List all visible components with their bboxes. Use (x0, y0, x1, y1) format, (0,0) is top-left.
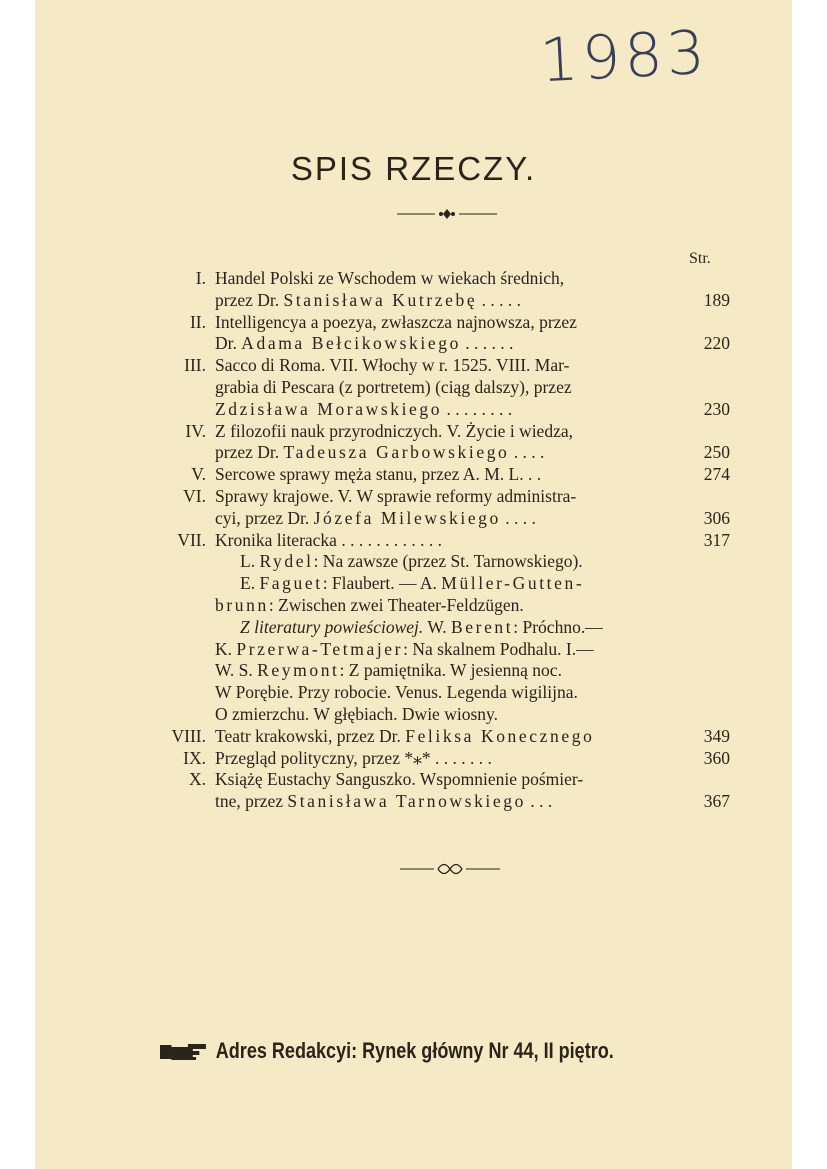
toc-line (150, 660, 730, 682)
text-run: W. S. (215, 660, 258, 681)
text-run: Dr. (215, 333, 242, 354)
toc-line (150, 399, 730, 421)
toc-entry-text (215, 377, 572, 399)
toc-entry-number: IX. (183, 747, 206, 768)
text-run: : Zwischen zwei Theater-Feldzügen. (268, 594, 524, 615)
text-run: . . . . . . (460, 333, 514, 354)
author-name: Müller-Gutten- (441, 573, 585, 594)
toc-entry-text (215, 791, 552, 813)
toc-line (150, 639, 730, 661)
page-title: SPIS RZECZY. (290, 150, 537, 187)
toc-line (150, 551, 730, 573)
toc-entry-text (215, 399, 512, 421)
text-run: przez Dr. (215, 289, 284, 310)
toc-line (150, 312, 730, 334)
text-run: W Porębie. Przy robocie. Venus. Legenda wigilijna. (215, 682, 578, 703)
text-run: Kronika literacka . . . . . . . . . . . . (215, 529, 442, 550)
toc-entry-text (215, 682, 578, 704)
toc-line (150, 595, 730, 617)
text-run: . . . . . (477, 289, 521, 310)
toc-page-number: 306 (703, 507, 730, 528)
toc-entry-number: II. (189, 311, 206, 332)
toc-line (150, 748, 730, 770)
table-of-contents (150, 268, 730, 813)
toc-line (150, 377, 730, 399)
toc-page-number: 349 (703, 725, 730, 746)
text-run: : Z pamiętnika. W jesienną noc. (339, 660, 562, 681)
toc-entry-text (215, 508, 536, 530)
toc-entry-text (215, 333, 513, 355)
author-name: Przerwa-Tetmajer (236, 638, 404, 659)
toc-entry-text (215, 660, 562, 682)
text-run: . . . . . . . . (442, 398, 513, 419)
toc-line (150, 333, 730, 355)
toc-page-number: 274 (703, 464, 730, 485)
text-run: : Na zawsze (przez St. Tarnowskiego). (313, 551, 583, 572)
author-name: Reymont (257, 660, 340, 681)
toc-entry-number: V. (191, 464, 206, 485)
toc-page-number: 220 (703, 333, 730, 354)
text-run: E. (240, 573, 260, 594)
toc-line (150, 486, 730, 508)
toc-line (150, 290, 730, 312)
toc-entry-number: X. (188, 769, 206, 790)
toc-entry-text (215, 639, 594, 661)
text-run: L. (240, 551, 260, 572)
toc-entry-number: III. (184, 355, 206, 376)
text-run: Intelligencya a poezya, zwłaszcza najnowsza, przez (215, 311, 577, 332)
author-name: Stanisława Tarnowskiego (287, 791, 526, 812)
toc-entry-text (215, 769, 583, 791)
toc-entry-text (215, 726, 594, 748)
author-name: Feliksa Konecznego (405, 725, 595, 746)
editorial-address (160, 1038, 636, 1064)
toc-line (150, 704, 730, 726)
author-name: Tadeusza Garbowskiego (283, 442, 510, 463)
toc-entry-text (215, 704, 498, 726)
text-run: : Próchno.— (513, 616, 603, 637)
author-name: Rydel (259, 551, 314, 572)
text-run: Sprawy krajowe. V. W sprawie reformy administra- (215, 485, 577, 506)
toc-page-number: 367 (703, 791, 730, 812)
text-run: : Flaubert. — A. (322, 573, 442, 594)
toc-entry-number: VII. (177, 529, 206, 550)
author-name: Faguet (259, 573, 323, 594)
text-run: cyi, przez Dr. (215, 507, 314, 528)
section-heading: Z literatury powieściowej. (240, 616, 424, 637)
toc-line (150, 726, 730, 748)
toc-entry-text (215, 530, 442, 552)
toc-entry-text (215, 748, 492, 770)
toc-line (150, 617, 730, 639)
toc-line (150, 268, 730, 290)
toc-entry-text (240, 551, 583, 573)
author-name: Berent (451, 616, 514, 637)
toc-line (150, 682, 730, 704)
author-name: brunn (215, 594, 269, 615)
toc-entry-text (215, 290, 521, 312)
text-run: : Na skalnem Podhalu. I.— (403, 638, 594, 659)
toc-page-number: 317 (703, 529, 730, 550)
toc-entry-text (215, 486, 576, 508)
text-run: Sercowe sprawy męża stanu, przez A. M. L. . . (215, 464, 542, 485)
ornament-end-icon (400, 862, 500, 876)
toc-line (150, 442, 730, 464)
toc-page-number: 250 (703, 442, 730, 463)
toc-line (150, 769, 730, 791)
text-run: . . . (525, 791, 553, 812)
toc-entry-number: I. (195, 268, 206, 288)
toc-page-number: 230 (703, 398, 730, 419)
toc-entry-number: VIII. (171, 725, 206, 746)
toc-entry-number: IV. (185, 420, 206, 441)
toc-line (150, 355, 730, 377)
toc-page-number: 189 (703, 289, 730, 310)
toc-entry-text (215, 442, 544, 464)
text-run: Sacco di Roma. VII. Włochy w r. 1525. VIII. Mar- (215, 355, 570, 376)
ornament-divider-icon (397, 208, 497, 220)
toc-entry-text (215, 464, 541, 486)
toc-entry-text (215, 355, 569, 377)
text-run: grabia di Pescara (z portretem) (ciąg dalszy), przez (215, 376, 572, 397)
page-column-label: Str. (689, 250, 711, 267)
toc-entry-text (215, 312, 577, 334)
text-run: O zmierzchu. W głębiach. Dwie wiosny. (215, 703, 498, 724)
toc-page-number: 360 (703, 747, 730, 768)
toc-entry-text (215, 595, 524, 617)
toc-entry-text (215, 268, 564, 290)
author-name: Zdzisława Morawskiego (215, 398, 443, 419)
toc-line (150, 508, 730, 530)
text-run: K. (215, 638, 237, 659)
text-run: Teatr krakowski, przez Dr. (215, 725, 406, 746)
handwritten-number: 1983 (538, 17, 711, 97)
toc-line (150, 573, 730, 595)
text-run: W. (423, 616, 451, 637)
text-run: Z filozofii nauk przyrodniczych. V. Życie i wiedza, (215, 420, 573, 441)
text-run: . . . . (500, 507, 536, 528)
text-run: . . . . (509, 442, 545, 463)
toc-line (150, 421, 730, 443)
toc-entry-text (240, 573, 584, 595)
text-run: tne, przez (215, 791, 288, 812)
toc-line (150, 791, 730, 813)
pointing-hand-icon (160, 1041, 208, 1063)
text-run: Książę Eustachy Sanguszko. Wspomnienie pośmier- (215, 769, 584, 790)
toc-entry-text (215, 421, 573, 443)
toc-line (150, 530, 730, 552)
toc-entry-number: VI. (183, 485, 206, 506)
address-text: Adres Redakcyi: Rynek główny Nr 44, II piętro. (215, 1038, 614, 1063)
text-run: Przegląd polityczny, przez *⁎* . . . . . . . (215, 747, 492, 768)
author-name: Józefa Milewskiego (313, 507, 501, 528)
text-run: przez Dr. (215, 442, 284, 463)
author-name: Adama Bełcikowskiego (241, 333, 461, 354)
text-run: Handel Polski ze Wschodem w wiekach średnich, (215, 268, 565, 288)
author-name: Stanisława Kutrzebę (283, 289, 478, 310)
toc-line (150, 464, 730, 486)
toc-entry-text (240, 617, 603, 639)
